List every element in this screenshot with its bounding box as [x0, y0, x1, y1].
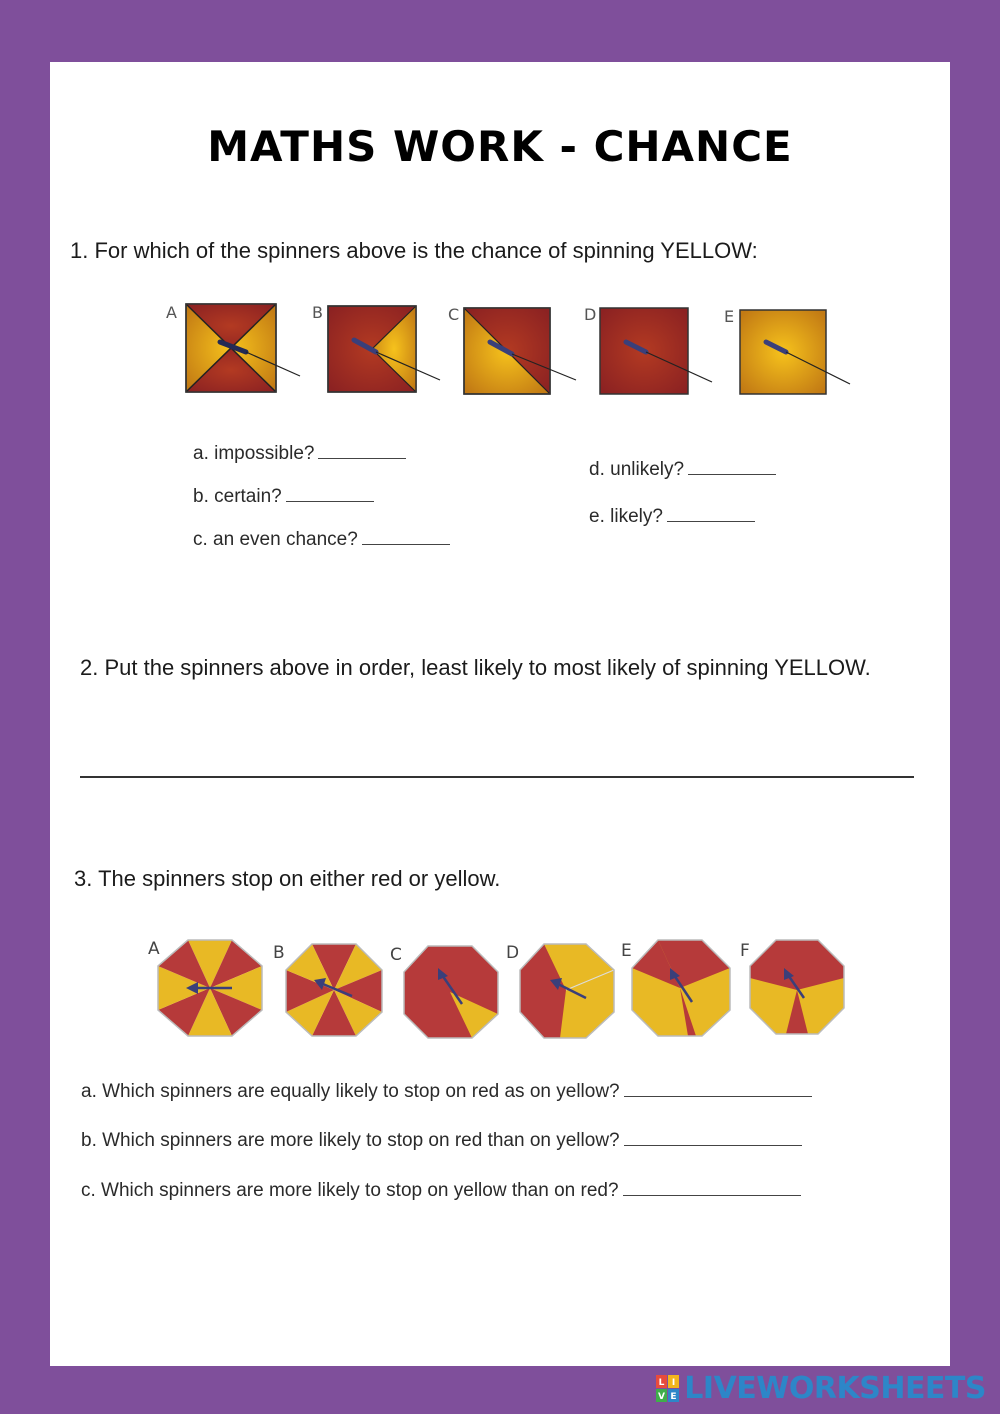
q3-spinner-a	[148, 939, 262, 1036]
q1-spinner-a	[166, 303, 300, 392]
q1-part-c-text: c. an even chance?	[193, 529, 358, 550]
q3-spinner-d	[506, 943, 614, 1038]
q1-part-a-text: a. impossible?	[193, 443, 315, 464]
q1-part-d	[589, 458, 776, 481]
q1-spinner-c	[448, 305, 576, 394]
q1-spinner-b-label: B	[312, 303, 323, 322]
svg-text:E: E	[670, 1391, 677, 1402]
liveworksheets-brand[interactable]	[656, 1371, 986, 1406]
q3-spinner-b-label: B	[273, 943, 285, 963]
q3-spinner-e-label: E	[621, 941, 632, 961]
q3-part-c-answer-blank[interactable]	[623, 1179, 801, 1196]
q3-part-b-answer-blank[interactable]	[624, 1129, 802, 1146]
liveworksheets-logo-icon	[656, 1375, 680, 1403]
q3-spinner-d-label: D	[506, 943, 520, 963]
q3-spinner-c-label: C	[390, 945, 402, 965]
q1-spinner-d	[584, 305, 712, 394]
q1-part-b-text: b. certain?	[193, 486, 282, 507]
q1-part-a-answer-blank[interactable]	[318, 442, 406, 459]
q1-part-e-answer-blank[interactable]	[667, 505, 755, 522]
q1-part-a	[193, 442, 406, 465]
question-3-prompt: 3. The spinners stop on either red or yellow.	[74, 866, 501, 891]
q1-part-e	[589, 505, 755, 528]
q1-part-d-text: d. unlikely?	[589, 459, 685, 480]
q3-part-a	[81, 1080, 812, 1103]
q3-spinner-f	[740, 940, 844, 1034]
q3-spinner-e	[621, 940, 730, 1036]
q1-part-b	[193, 485, 374, 508]
q1-spinner-e	[724, 307, 850, 394]
q3-part-a-answer-blank[interactable]	[624, 1080, 812, 1097]
q1-spinner-c-label: C	[448, 305, 460, 324]
q1-part-e-text: e. likely?	[589, 506, 663, 527]
question-1-prompt: 1. For which of the spinners above is the chance of spinning YELLOW:	[70, 238, 758, 263]
svg-text:I: I	[672, 1377, 676, 1388]
q1-part-c-answer-blank[interactable]	[362, 528, 450, 545]
q3-part-b	[81, 1129, 802, 1152]
q3-part-b-text: b. Which spinners are more likely to stop on red than on yellow?	[81, 1130, 620, 1151]
q3-part-a-text: a. Which spinners are equally likely to stop on red as on yellow?	[81, 1081, 620, 1102]
q1-part-d-answer-blank[interactable]	[688, 458, 776, 475]
q3-spinner-a-label: A	[148, 939, 160, 959]
q3-part-c-text: c. Which spinners are more likely to stop on yellow than on red?	[81, 1180, 619, 1201]
q1-spinner-a-label: A	[166, 303, 177, 322]
q2-answer-line[interactable]	[80, 776, 914, 778]
q3-spinner-f-label: F	[740, 941, 750, 961]
q3-spinner-c	[390, 945, 498, 1038]
q1-spinners-figure	[150, 292, 870, 410]
svg-text:V: V	[658, 1391, 666, 1402]
q1-part-c	[193, 528, 450, 551]
question-2-prompt: 2. Put the spinners above in order, least likely to most likely of spinning YELLOW.	[80, 655, 871, 680]
q1-spinner-e-label: E	[724, 307, 735, 326]
q1-part-b-answer-blank[interactable]	[286, 485, 374, 502]
svg-text:L: L	[658, 1377, 665, 1388]
page-title: MATHS WORK - CHANCE	[207, 122, 793, 171]
q3-spinner-b	[273, 943, 382, 1036]
q3-spinners-figure	[140, 932, 860, 1044]
liveworksheets-brand-name: LIVEWORKSHEETS	[684, 1371, 986, 1406]
q3-part-c	[81, 1179, 801, 1202]
q1-spinner-d-label: D	[584, 305, 597, 324]
q1-spinner-b	[312, 303, 440, 392]
